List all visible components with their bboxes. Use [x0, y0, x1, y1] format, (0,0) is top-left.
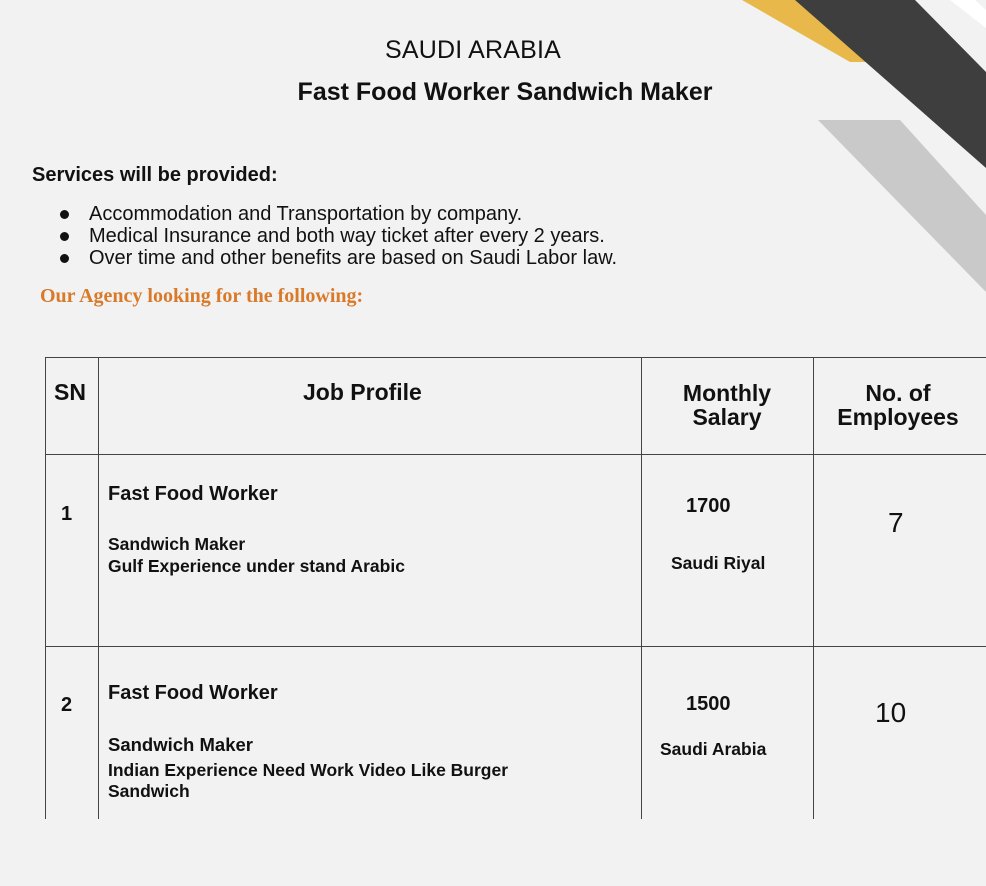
row1-sn: 1	[61, 503, 73, 525]
white-stripe	[950, 0, 986, 28]
table-column-divider	[98, 357, 99, 819]
table-row-divider	[45, 454, 986, 455]
table-border-left	[45, 357, 46, 819]
column-header-salary-line2: Salary	[692, 404, 762, 430]
row2-sn: 2	[61, 694, 73, 716]
job-title: Fast Food Worker Sandwich Maker	[297, 78, 713, 106]
table-border-top	[45, 357, 986, 358]
bullet-icon	[60, 232, 69, 241]
column-header-job-profile: Job Profile	[303, 379, 422, 405]
row1-employees: 7	[888, 507, 904, 538]
bullet-icon	[60, 210, 69, 219]
row2-role: Sandwich Maker	[108, 734, 253, 755]
services-heading: Services will be provided:	[32, 164, 278, 186]
column-header-salary-line1: Monthly	[682, 380, 772, 406]
column-header-employees-line1: No. of	[865, 380, 931, 406]
row2-employees: 10	[875, 697, 907, 728]
row1-requirement: Gulf Experience under stand Arabic	[108, 556, 405, 576]
row1-job-title: Fast Food Worker	[108, 483, 278, 505]
services-list	[60, 203, 617, 269]
column-header-employees-line2: Employees	[837, 404, 959, 430]
row2-requirement-line2: Sandwich	[108, 781, 190, 801]
list-item: Medical Insurance and both way ticket after every 2 years.	[60, 225, 617, 247]
row2-currency: Saudi Arabia	[660, 739, 767, 759]
country-title: SAUDI ARABIA	[384, 36, 562, 64]
row1-role: Sandwich Maker	[108, 534, 246, 554]
list-item: Over time and other benefits are based on Saudi Labor law.	[60, 247, 617, 269]
row1-salary: 1700	[686, 495, 731, 517]
row2-salary: 1500	[686, 693, 731, 715]
bullet-icon	[60, 254, 69, 263]
row2-requirement-line1: Indian Experience Need Work Video Like Burger	[108, 760, 509, 780]
row2-job-title: Fast Food Worker	[108, 682, 278, 704]
list-item: Accommodation and Transportation by company.	[60, 203, 617, 225]
agency-heading: Our Agency looking for the following:	[40, 285, 364, 307]
table-row-divider	[45, 646, 986, 647]
column-header-sn: SN	[54, 379, 86, 405]
row1-currency: Saudi Riyal	[671, 553, 766, 573]
